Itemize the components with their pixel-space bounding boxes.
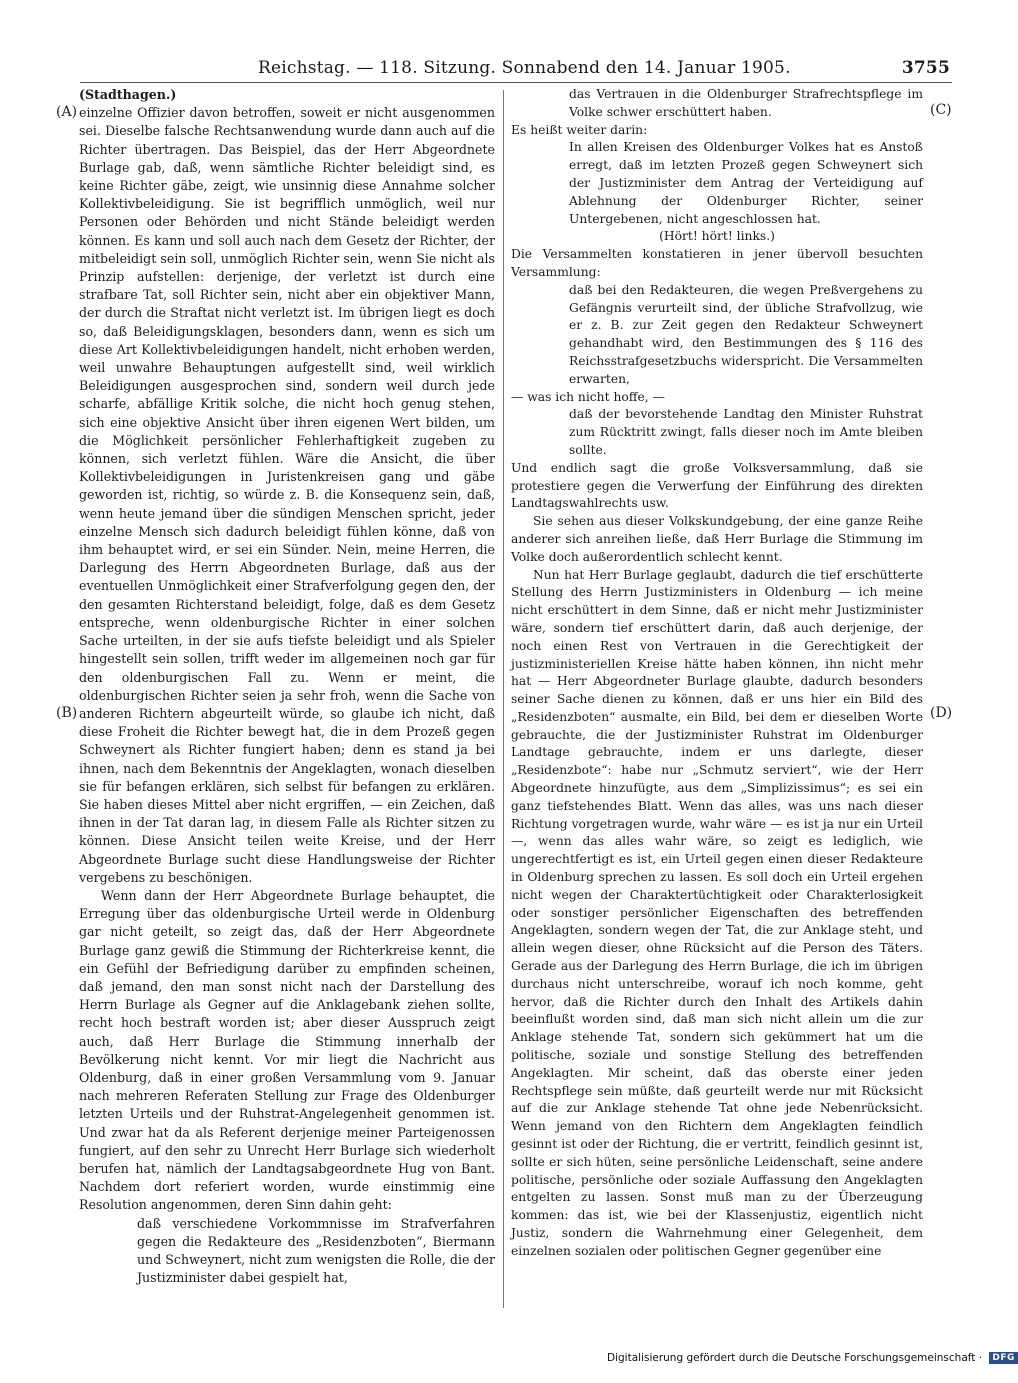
header-rule [80,82,952,83]
page-header [80,58,950,80]
quoted-resolution: daß verschiedene Vorkommnisse im Strafverfahren gegen die Redakteure des „Residenzboten“, Biermann und Schweynert, nicht zum wenigsten die Rolle, die der Justizminister dabei gespielt hat, [137,1215,495,1286]
left-column [79,86,495,1287]
column-divider [503,90,504,1308]
quoted-resolution-continued: das Vertrauen in die Oldenburger Strafrechtspflege im Volke schwer erschüttert haben. [569,87,923,119]
paragraph: Nun hat Herr Burlage geglaubt, dadurch die tief erschütterte Stellung des Herrn Justizministers in Oldenburg — ich meine nicht erschüttert in dem Sinne, daß er nicht mehr Justizminister wäre, sondern tief erschüttert darin, daß auch derjenige, der noch einen Rest von Vertrauen in die Gerechtigkeit der justizministeriellen Kreise hätte haben können, ihn nicht mehr hat — Herr Abgeordneter Burlage glaubte, dadurch besonders seiner Sache dienen zu können, daß er uns hier ein Bild des „Residenzboten“ ausmalte, ein Bild, bei dem er dieselben Worte gebrauchte, die der Justizminister Ruhstrat im Oldenburger Landtage gebrauchte, indem er uns darlegte, dieser „Residenzbote“: habe nur „Schmutz serviert“, wie der Herr Abgeordnete hinzufügte, aus dem „Simplizissimus“; es sei ein ganz tiefstehendes Blatt. Wenn das alles, was uns nach dieser Richtung vorgetragen wurde, wahr wäre — es ist ja nur ein Urteil —, wenn das alles wahr wäre, so zeigt es lediglich, wie ungerechtfertigt es ist, ein Urteil gegen einen dieser Redakteure in Oldenburg sprechen zu lassen. Es soll doch ein Urteil ergehen nicht wegen der Charaktertüchtigkeit oder Charakterlosigkeit oder sonstiger persönlicher Eigenschaften des betreffenden Angeklagten, sondern wegen der Tat, die zur Anklage steht, und allein wegen dieser, ohne Rücksicht auf die Person des Täters. Gerade aus der Darlegung des Herrn Burlage, die ich im übrigen durchaus nicht unterschreibe, worauf ich noch komme, geht hervor, daß die Richter durch den Inhalt des Artikels dahin beeinflußt worden sind, daß man sich nicht allein um die zur Anklage stehende Tat, sondern sich gekümmert hat um die politische, soziale und sonstige Stellung des betreffenden Angeklagten. Mir scheint, daß das oberste einer jeden Rechtspflege sein müßte, daß geurteilt werde nur mit Rücksicht auf die zur Anklage stehende Tat ohne jede Nebenrücksicht. Wenn jemand von den Richtern dem Angeklagten feindlich gesinnt ist oder der Richtung, die er vertritt, feindlich gesinnt ist, sollte er sich hüten, seine persönliche Leidenschaft, seine andere politische, persönliche oder soziale Auffassung den Angeklagten entgelten zu lassen. Sonst muß man zu der Überzeugung kommen: das ist, wie bei der Klassenjustiz, eigentlich nicht Justiz, sondern die Wahrnehmung einer Gelegenheit, dem einzelnen sozialen oder politischen Gegner gegenüber eine [511,567,923,1258]
digitization-credit [607,1352,1015,1372]
margin-mark-b: (B) [56,705,78,721]
margin-mark-a: (A) [56,104,78,120]
margin-mark-d: (D) [930,705,953,721]
paragraph: Die Versammelten konstatieren in jener übervoll besuchten Versammlung: [511,247,923,279]
quoted-resolution: In allen Kreisen des Oldenburger Volkes hat es Anstoß erregt, daß im letzten Prozeß gegen Schweynert sich der Justizminister dem Antrag der Verteidigung auf Ablehnung der Oldenburger Richter, seiner Untergebenen, nicht angeschlossen hat. [569,140,923,226]
paragraph: Und endlich sagt die große Volksversammlung, daß sie protestiere gegen die Verwerfung der Einführung des direkten Landtagswahlrechts usw. [511,460,923,511]
page-number: 3755 [901,58,950,78]
credit-text: Digitalisierung gefördert durch die Deutsche Forschungsgemeinschaft · [607,1352,983,1364]
quoted-resolution: daß bei den Redakteuren, die wegen Preßvergehens zu Gefängnis verurteilt sind, der übliche Strafvollzug, wie er z. B. zur Zeit gegen den Redakteur Schweynert gehandhabt wird, den Bestimmungen des § 116 des Reichsstrafgesetzbuchs widerspricht. Die Versammelten erwarten, [569,282,923,386]
paragraph: Sie sehen aus dieser Volkskundgebung, der eine ganze Reihe anderer sich anreihen ließe, daß Herr Burlage die Stimmung im Volke doch außerordentlich schlecht kennt. [511,514,923,564]
paragraph: Wenn dann der Herr Abgeordnete Burlage behauptet, die Erregung über das oldenburgische Urteil werde in Oldenburg gar nicht geteilt, so zeigt das, daß der Herr Abgeordnete Burlage ganz gewiß die Stimmung der Richterkreise kennt, die ein Gefühl der Befriedigung darüber zu empfinden scheinen, daß jemand, den man sonst nicht nach der Darstellung des Herrn Burlage als Gegner auf die Anklagebank ziehen sollte, recht hoch bestraft worden ist; aber dieser Ausspruch zeigt auch, daß Herr Burlage die Stimmung innerhalb der Bevölkerung nicht kennt. Vor mir liegt die Nachricht aus Oldenburg, daß in einer großen Versammlung vom 9. Januar nach mehreren Referaten Stellung zur Frage des Oldenburger letzten Urteils und der Ruhstrat-Angelegenheit genommen ist. Und zwar hat da als Referent derjenige meiner Parteigenossen fungiert, auf den sehr zu Unrecht Herr Burlage sich wiederholt berufen hat, nämlich der Landtagsabgeordnete Hug von Bant. Nachdem dort referiert worden, wurde einstimmig eine Resolution angenommen, deren Sinn dahin geht: [79,887,495,1213]
quoted-resolution: daß der bevorstehende Landtag den Minister Ruhstrat zum Rücktritt zwingt, falls dieser noch im Amte bleiben sollte. [569,407,923,457]
speaker-name: (Stadthagen.) [79,87,177,102]
paragraph: einzelne Offizier davon betroffen, soweit er nicht ausgenommen sei. Dieselbe falsche Rechtsanwendung wurde dann auch auf die Richter übertragen. Das Beispiel, das der Herr Abgeordnete Burlage gab, daß, wenn sämtliche Richter beleidigt sind, es keine Richter gäbe, zeigt, wie unsinnig diese Annahme solcher Kollektivbeleidigung. Sie ist begrifflich unmöglich, weil nur Personen oder Behörden und nicht Stände beleidigt werden können. Es kann und soll auch nach dem Gesetz der Richter, der mitbeleidigt sein soll, unmöglich Richter sein, wenn Sie nicht als Prinzip aufstellen: derjenige, der verletzt ist durch eine strafbare Tat, soll Richter sein, nicht aber ein objektiver Mann, der durch die Straftat nicht verletzt ist. Im übrigen liegt es doch so, daß Beleidigungsklagen, besonders dann, wenn es sich um diese Art Kollektivbeleidigungen handelt, nicht erhoben werden, weil unwahre Behauptungen aufgestellt sind, weil wirklich Beleidigungen ausgesprochen sind, sondern weil durch jede scharfe, abfällige Kritik solche, die nicht hoch genug stehen, sich eine objektive Ansicht über ihren eigenen Wert bilden, um die Möglichkeit persönlicher Fehlerhaftigkeit zugeben zu können, sich verletzt fühlen. Wäre die Ansicht, die über Kollektivbeleidigungen in Juristenkreisen gang und gäbe geworden ist, richtig, so würde z. B. die Konsequenz sein, daß, wenn heute jemand über die sündigen Menschen spricht, jeder einzelne Mensch sich dadurch beleidigt fühlen könne, daß von ihm behauptet wird, er sei ein Sünder. Nein, meine Herren, die Darlegung des Herrn Abgeordneten Burlage, daß aus der eventuellen Unmöglichkeit einer Strafverfolgung gegen den, der den gesamten Richterstand beleidigt, folge, daß es dem Gesetz entspreche, wenn oldenburgische Richter in einer solchen Sache urteilten, in der sie aufs tiefste beleidigt und als Spieler hingestellt sein sollen, trifft weder im allgemeinen noch gar für den oldenburgischen Fall zu. Wenn er meint, die oldenburgischen Richter seien ja sehr froh, wenn die Sache von anderen Richtern abgeurteilt würde, so glaube ich nicht, daß diese Froheit die Richter bewegt hat, die in dem Prozeß gegen Schweynert als Richter fungiert haben; denn es stand ja bei ihnen, nach dem Bekenntnis der Angeklagten, wonach dieselben sie für befangen erklären, sich selbst für befangen zu erklären. Sie haben dieses Mittel aber nicht ergriffen, — ein Zeichen, daß ihnen in der Tat daran lag, in diesem Falle als Richter sitzen zu können. Diese Ansicht teilen weite Kreise, und der Herr Abgeordnete Burlage sucht diese Handlungsweise der Richter vergebens zu beschönigen. [79,105,495,885]
dfg-logo-icon: DFG [989,1352,1018,1364]
interjection: (Hört! hört! links.) [659,229,775,244]
running-title: Reichstag. — 118. Sitzung. Sonnabend den 14. Januar 1905. [258,58,791,78]
right-column [511,86,923,1261]
paragraph: Es heißt weiter darin: [511,122,648,137]
aside-remark: — was ich nicht hoffe, — [511,389,665,404]
margin-mark-c: (C) [930,102,952,118]
